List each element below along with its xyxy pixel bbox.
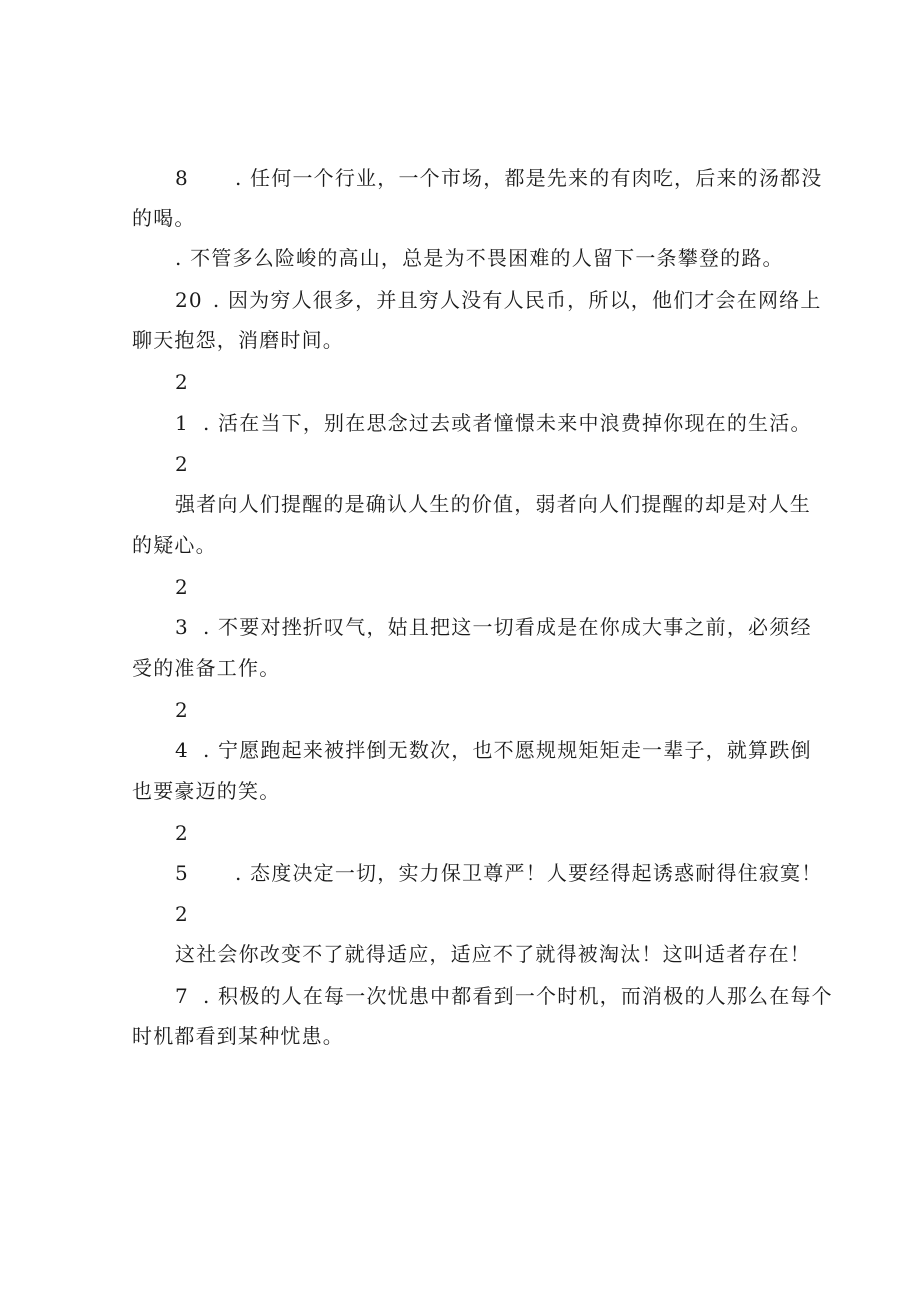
item-number: 3: [175, 615, 189, 639]
stray-number: [175, 698, 189, 722]
item-text: . 宁愿跑起来被拌倒无数次，也不愿规规矩矩走一辈子，就算跌倒: [202, 738, 812, 762]
item-text-continuation: 也要豪迈的笑。: [132, 779, 281, 803]
stray-number: [175, 575, 189, 599]
item-number: 8: [175, 166, 189, 190]
item-20-line2: [132, 328, 344, 352]
stray-number: [175, 821, 189, 845]
item-4-line1: [175, 738, 812, 762]
item-number: 20: [175, 288, 203, 312]
item-3-line2: [132, 656, 280, 680]
item-text: . 任何一个行业，一个市场，都是先来的有肉吃，后来的汤都没: [234, 166, 823, 190]
item-3-line1: [175, 615, 812, 639]
stray-number-text: 2: [175, 452, 189, 476]
item-8-line2: [132, 206, 196, 230]
item-text: . 不要对挫折叹气，姑且把这一切看成是在你成大事之前，必须经: [202, 615, 812, 639]
item-text-continuation: 的喝。: [132, 206, 196, 230]
stray-number-text: 2: [175, 821, 189, 845]
item-text-continuation: 的疑心。: [132, 533, 217, 557]
item-8-line1: [175, 166, 822, 190]
stray-number: [175, 902, 189, 926]
item-number: 5: [175, 861, 189, 885]
stray-number-text: 2: [175, 902, 189, 926]
item-20-line1: [175, 288, 822, 312]
item-5-line1: [175, 861, 822, 885]
item-text: . 活在当下，别在思念过去或者憧憬未来中浪费掉你现在的生活。: [202, 411, 812, 435]
item-number: 4: [175, 738, 189, 762]
stray-number: [175, 370, 189, 394]
item-unnumbered-line2: [132, 533, 217, 557]
item-text: . 积极的人在每一次忧患中都看到一个时机，而消极的人那么在每个: [202, 984, 833, 1008]
item-text: 强者向人们提醒的是确认人生的价值，弱者向人们提醒的却是对人生: [175, 492, 811, 516]
item-7-line2: [132, 1024, 344, 1048]
item-unnumbered-line1: [175, 492, 811, 516]
stray-number-text: 2: [175, 370, 189, 394]
item-text: . 因为穷人很多，并且穷人没有人民币，所以，他们才会在网络上: [212, 288, 822, 312]
item-text-continuation: 受的准备工作。: [132, 656, 281, 680]
item-text: 这社会你改变不了就得适应，适应不了就得被淘汰！这叫适者存在！: [175, 942, 811, 966]
stray-number-text: 2: [175, 698, 189, 722]
stray-number: [175, 452, 189, 476]
item-text-continuation: 聊天抱怨，消磨时间。: [132, 328, 344, 352]
item-4-line2: [132, 779, 280, 803]
stray-number-text: 2: [175, 575, 189, 599]
item-text: . 态度决定一切，实力保卫尊严！人要经得起诱惑耐得住寂寞！: [234, 861, 823, 885]
item-7-line1: [175, 984, 833, 1008]
item-1-line1: [175, 411, 812, 435]
item-text: . 不管多么险峻的高山，总是为不畏困难的人留下一条攀登的路。: [175, 246, 784, 270]
item-number: 7: [175, 984, 189, 1008]
item-unnumbered-line1: [175, 942, 811, 966]
item-number: 1: [175, 411, 189, 435]
item-text-continuation: 时机都看到某种忧患。: [132, 1024, 344, 1048]
item-unnumbered-line1: [175, 246, 784, 270]
